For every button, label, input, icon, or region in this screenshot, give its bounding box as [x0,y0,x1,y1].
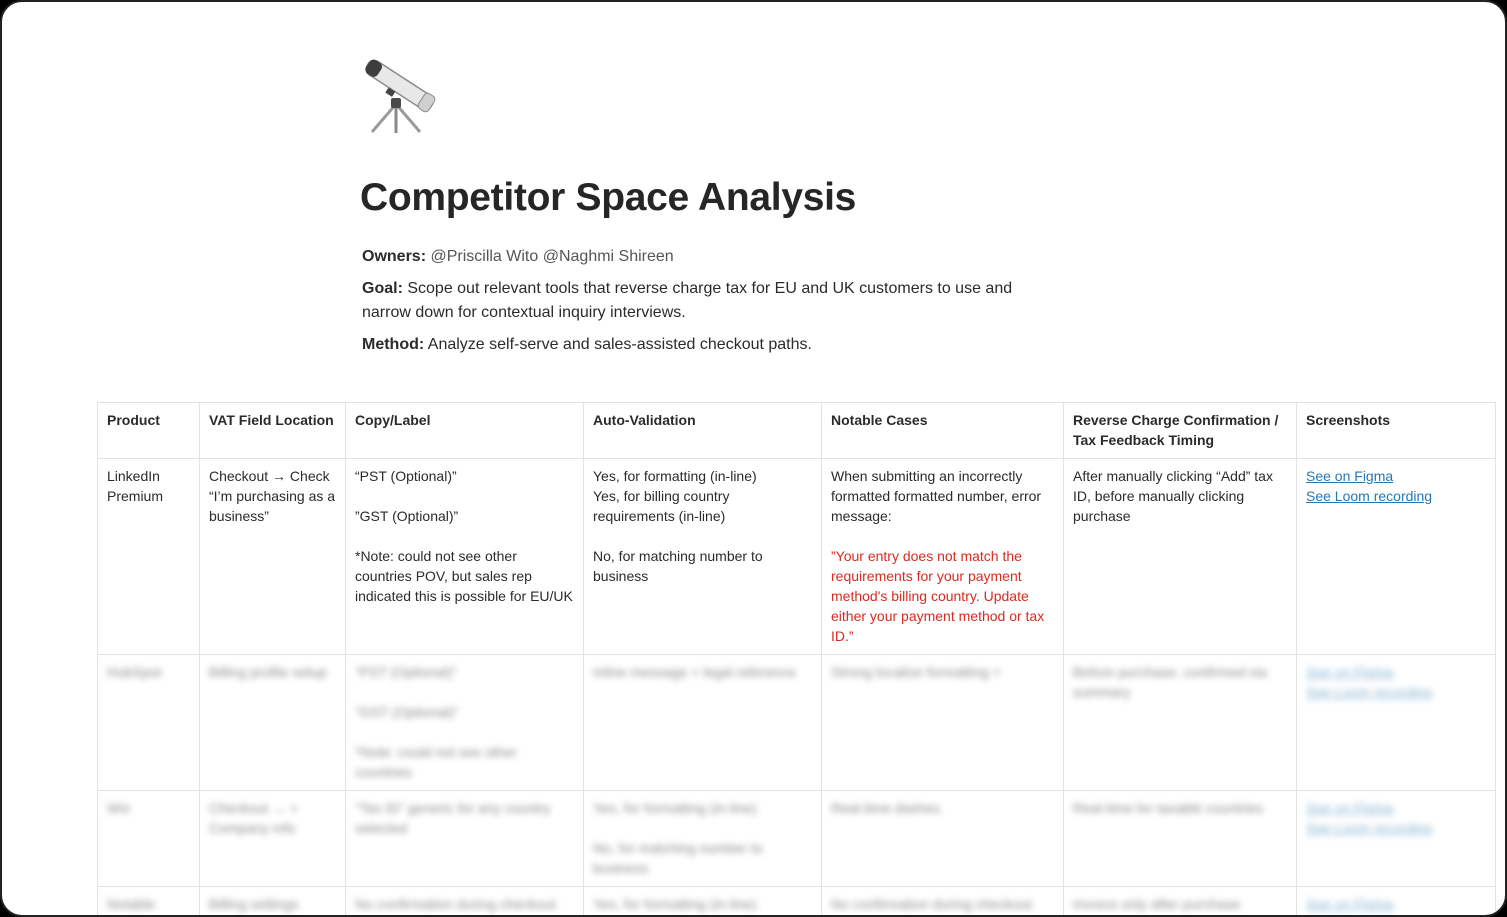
error-message-quote: ”Your entry does not match the requirements for your payment method's billing country. Update either your payment method or tax ID.” [831,548,1045,644]
cell-text [593,526,812,546]
method-line [362,333,1042,357]
cell-screenshots[interactable] [1297,791,1496,887]
cell-screenshots[interactable] [1297,887,1496,917]
cell-vat-field[interactable]: Checkout → + Company info [200,791,346,887]
cell-text [355,526,574,546]
figma-link[interactable]: See on Figma [1306,800,1394,816]
cell-text: Yes, for billing country requirements (in-line) [593,488,730,524]
column-header[interactable]: Notable Cases [822,403,1064,459]
column-header[interactable]: Auto-Validation [584,403,822,459]
cell-text [355,682,574,702]
cell-text: Inline message + legal reference [593,664,796,680]
cell-timing[interactable]: After manually clicking “Add” tax ID, before manually clicking purchase [1064,459,1297,655]
competitor-table [97,402,1496,917]
cell-text [355,486,574,506]
cell-text: *Note: could not see other countries [355,744,517,780]
owners-line [362,245,1042,269]
cell-auto-validation[interactable] [584,655,822,791]
cell-copy[interactable] [346,655,584,791]
cell-text: When submitting an incorrectly formatted formatted number, error message: [831,468,1042,524]
goal-text: Scope out relevant tools that reverse charge tax for EU and UK customers to use and narrow down for contextual inquiry interviews. [362,280,1013,321]
cell-timing[interactable]: Real-time for taxable countries [1064,791,1297,887]
figma-link[interactable]: See on Figma [1306,664,1394,680]
cell-screenshots[interactable] [1297,459,1496,655]
loom-link[interactable]: See Loom recording [1306,684,1433,700]
figma-link[interactable]: See on Figma [1306,468,1394,484]
cell-screenshots[interactable] [1297,655,1496,791]
cell-text: ”GST (Optional)” [355,704,459,720]
cell-text: “PST (Optional)” [355,664,457,680]
cell-timing[interactable]: Before purchase, confirmed via summary [1064,655,1297,791]
column-header[interactable]: Screenshots [1297,403,1496,459]
cell-vat-field[interactable]: Billing settings [200,887,346,917]
cell-product[interactable]: LinkedIn Premium [98,459,200,655]
loom-link[interactable]: See Loom recording [1306,820,1433,836]
cell-text: ”GST (Optional)” [355,508,459,524]
telescope-icon [358,54,442,136]
cell-vat-field[interactable]: Billing profile setup [200,655,346,791]
column-header[interactable]: Copy/Label [346,403,584,459]
table-row [98,887,1496,917]
cell-notable-cases[interactable]: Real-time dashes [822,791,1064,887]
goal-label: Goal: [362,280,403,297]
column-header[interactable]: Product [98,403,200,459]
cell-text: *Note: could not see other countries POV, but sales rep indicated this is possible for EU/UK [355,548,573,604]
page-title: Competitor Space Analysis [360,176,857,219]
table-row [98,655,1496,791]
owners-mentions[interactable]: @Priscilla Wito @Naghmi Shireen [430,248,674,265]
cell-product[interactable]: HubSpot [98,655,200,791]
cell-copy[interactable] [346,887,584,917]
cell-product[interactable]: Wix [98,791,200,887]
table-header-row [98,403,1496,459]
method-label: Method: [362,336,425,353]
cell-text: Yes, for formatting (in-line) [593,896,757,912]
cell-text: Yes, for formatting (in-line) [593,800,757,816]
loom-link[interactable]: See Loom recording [1306,488,1433,504]
goal-line [362,277,1042,325]
cell-timing[interactable]: Invoice only after purchase [1064,887,1297,917]
owners-label: Owners: [362,248,427,265]
cell-copy[interactable] [346,459,584,655]
figma-link[interactable]: See on Figma [1306,896,1394,912]
cell-product[interactable]: Notable [98,887,200,917]
cell-notable-cases[interactable]: Strong localize formatting + [822,655,1064,791]
cell-text [593,818,812,838]
cell-spacer [831,526,1054,546]
cell-text: No, for matching number to business [593,840,763,876]
column-header[interactable]: Reverse Charge Confirmation / Tax Feedback Timing [1064,403,1297,459]
cell-auto-validation[interactable] [584,459,822,655]
cell-text: Yes, for formatting (in-line) [593,468,757,484]
column-header[interactable]: VAT Field Location [200,403,346,459]
cell-copy[interactable] [346,791,584,887]
cell-text: No, for matching number to business [593,548,763,584]
table-row [98,459,1496,655]
cell-text: No confirmation during checkout [355,896,556,912]
cell-vat-field[interactable]: Checkout → Check “I’m purchasing as a business” [200,459,346,655]
cell-text: “Tax ID” generic for any country selected [355,800,551,836]
cell-text: “PST (Optional)” [355,468,457,484]
cell-text [355,722,574,742]
method-text: Analyze self-serve and sales-assisted checkout paths. [427,336,812,353]
cell-notable-cases[interactable] [822,459,1064,655]
cell-auto-validation[interactable] [584,791,822,887]
cell-notable-cases[interactable]: No confirmation during checkout [822,887,1064,917]
table-row [98,791,1496,887]
cell-auto-validation[interactable] [584,887,822,917]
